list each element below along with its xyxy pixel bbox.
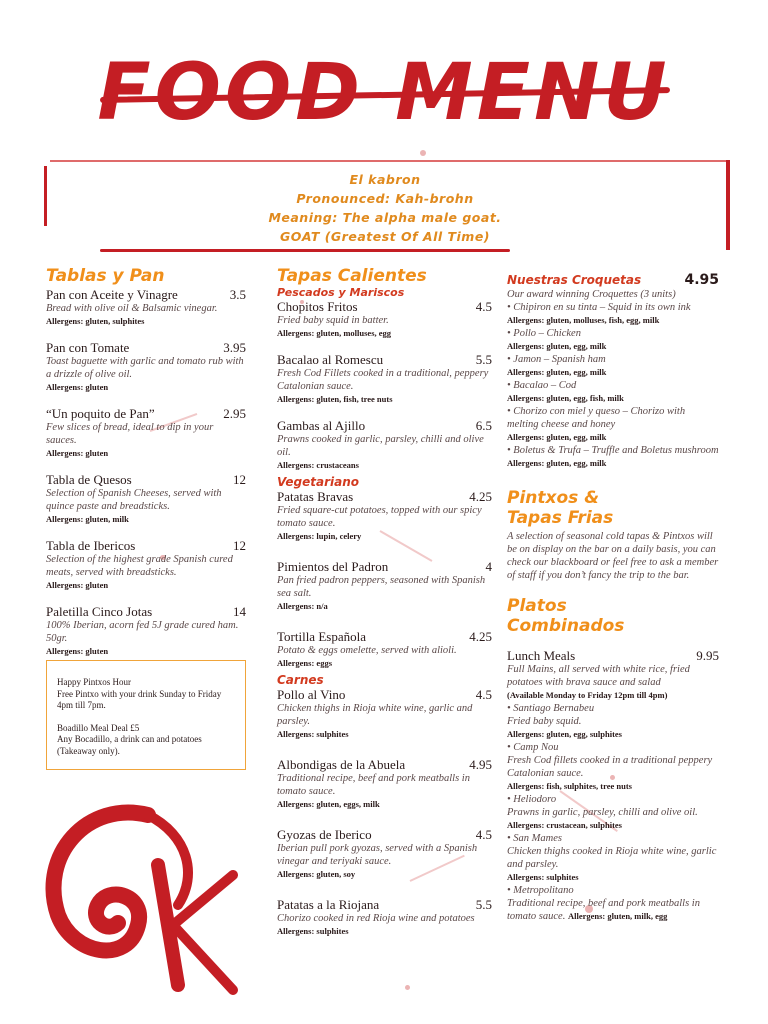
item-desc: Traditional recipe, beef and pork meatballs in tomato sauce. (277, 773, 470, 797)
lunch-meals-item (507, 648, 719, 923)
line-desc: • Pollo – Chicken (507, 328, 581, 339)
item-desc: Few slices of bread, ideal to dip in your sauces. (46, 422, 214, 446)
item-price: 4.5 (475, 827, 492, 842)
menu-item (277, 418, 492, 472)
line-allergens: Allergens: gluten, egg, milk (507, 341, 607, 351)
line-desc: • Heliodoro (507, 794, 557, 805)
item-allergens: Allergens: gluten (46, 448, 109, 458)
item-price: 3.95 (223, 340, 246, 355)
item-price: 5.5 (475, 897, 492, 912)
item-allergens: Allergens: sulphites (277, 926, 349, 936)
item-allergens: Allergens: gluten (46, 580, 109, 590)
menu-item (277, 489, 492, 543)
availability: (Available Monday to Friday 12pm till 4pm) (507, 690, 668, 700)
line-desc: • Jamon – Spanish ham (507, 354, 606, 365)
menu-item (46, 406, 246, 460)
line-desc: Prawns in garlic, parsley, chilli and olive oil. (507, 807, 698, 818)
item-name: Pollo al Vino (277, 687, 346, 702)
item-name: Paletilla Cinco Jotas (46, 604, 153, 619)
item-name: Lunch Meals (507, 648, 576, 663)
item-desc: Potato & eggs omelette, served with alioli. (277, 645, 457, 656)
line-desc: • Santiago Bernabeu (507, 703, 595, 714)
croquetas-intro: Our award winning Croquettes (3 units) (507, 289, 676, 300)
item-price: 2.95 (223, 406, 246, 421)
item-name: Tabla de Ibericos (46, 538, 136, 553)
item-price: 6.5 (475, 418, 492, 433)
menu-item (277, 757, 492, 811)
happy-hour-box (46, 660, 246, 770)
item-allergens: Allergens: gluten, milk (46, 514, 129, 524)
menu-item (277, 827, 492, 881)
croquetas-list (507, 301, 719, 470)
meal-deal-title: Boadillo Meal Deal £5 (57, 722, 140, 733)
croquetas-price: 4.95 (684, 272, 719, 288)
section-heading-croquetas: Nuestras Croquetas (507, 273, 642, 287)
carnes-list (277, 687, 492, 938)
section-heading-tapas: Tapas Calientes (277, 266, 427, 286)
spacer (57, 712, 235, 723)
intro-line: GOAT (Greatest Of All Time) (279, 229, 491, 244)
item-desc: Fried square-cut potatoes, topped with our spicy tomato sauce. (277, 505, 482, 529)
item-desc: Selection of Spanish Cheeses, served with quince paste and breadsticks. (46, 488, 222, 512)
item-name: Pimientos del Padron (277, 559, 389, 574)
page-title: FOOD MENU (97, 48, 671, 138)
item-desc (507, 897, 719, 923)
croquetas-header (507, 272, 719, 288)
line-desc: Fresh Cod fillets cooked in a traditional peppery Catalonian sauce. (507, 755, 713, 779)
item-allergens: Allergens: gluten (46, 646, 109, 656)
item-desc: Selection of the highest grade Spanish cured meats, served with breadsticks. (46, 554, 233, 578)
column-tapas (277, 266, 492, 938)
menu-item (277, 629, 492, 670)
menu-item (277, 352, 492, 406)
line-desc: • Metropolitano (507, 885, 574, 896)
line-allergens: Allergens: gluten, egg, sulphites (507, 729, 622, 739)
item-allergens: Allergens: gluten, sulphites (46, 316, 145, 326)
line-allergens: Allergens: fish, sulphites, tree nuts (507, 781, 632, 791)
item-name: Patatas Bravas (277, 489, 354, 504)
menu-item (277, 687, 492, 741)
section-heading-tablas: Tablas y Pan (46, 266, 165, 286)
intro-border-bottom (100, 249, 510, 252)
line-allergens: Allergens: sulphites (507, 872, 579, 882)
happy-hour-desc: Free Pintxo with your drink Sunday to Friday 4pm till 7pm. (57, 688, 222, 710)
item-allergens: Allergens: eggs (277, 658, 333, 668)
platos-heading-line: Combinados (507, 616, 625, 636)
menu-item (46, 538, 246, 592)
line-allergens: Allergens: gluten, egg, milk (507, 367, 607, 377)
intro-line: Meaning: The alpha male goat. (268, 210, 502, 225)
menu-item (46, 340, 246, 394)
intro-box (40, 160, 730, 252)
line-allergens: Allergens: gluten, molluses, fish, egg, milk (507, 315, 660, 325)
intro-text (40, 170, 730, 246)
item-name: Gyozas de Iberico (277, 827, 372, 842)
goat-horn-logo-icon (28, 795, 238, 995)
line-allergens: Allergens: crustacean, sulphites (507, 820, 622, 830)
subheading-vegetariano: Vegetariano (277, 475, 360, 489)
item-name: Pan con Aceite y Vinagre (46, 287, 178, 302)
item-name: Patatas a la Riojana (277, 897, 380, 912)
item-desc: Chicken thighs in Rioja white wine, garlic and parsley. (277, 703, 473, 727)
item-allergens: Allergens: crustaceans (277, 460, 359, 470)
subheading-carnes: Carnes (277, 673, 324, 687)
item-price: 9.95 (696, 648, 719, 663)
platos-heading-line: Platos (507, 596, 567, 616)
line-desc: • Bacalao – Cod (507, 380, 577, 391)
paint-splat (420, 150, 426, 156)
item-desc: Iberian pull pork gyozas, served with a Spanish vinegar and teriyaki sauce. (277, 843, 478, 867)
line-desc: • Boletus & Trufa – Truffle and Boletus mushroom (507, 445, 719, 456)
tablas-list (46, 287, 246, 658)
vegetariano-list (277, 489, 492, 670)
item-name: Gambas al Ajillo (277, 418, 366, 433)
meal-deal-desc: Any Bocadillo, a drink can and potatoes (Takeaway only). (57, 734, 202, 756)
item-desc: Pan fried padron peppers, seasoned with Spanish sea salt. (277, 575, 486, 599)
line-desc: • Chorizo con miel y queso – Chorizo with melting cheese and honey (507, 406, 686, 430)
line-desc: Fried baby squid. (507, 716, 582, 727)
item-price: 12 (233, 538, 246, 553)
item-name: Albondigas de la Abuela (277, 757, 406, 772)
column-tablas (46, 266, 246, 658)
item-price: 4.5 (475, 299, 492, 314)
item-name: Pan con Tomate (46, 340, 130, 355)
menu-item (277, 559, 492, 613)
column-right (507, 272, 719, 923)
subheading-pescados: Pescados y Mariscos (277, 286, 405, 299)
item-desc: Fresh Cod Fillets cooked in a traditional, peppery Catalonian sauce. (277, 368, 489, 392)
line-allergens: Allergens: gluten, egg, milk (507, 432, 607, 442)
last-allergens: Allergens: gluten, milk, egg (567, 911, 668, 921)
section-heading-pintxos (507, 488, 719, 528)
item-price: 4 (485, 559, 492, 574)
item-name: Bacalao al Romescu (277, 352, 384, 367)
platos-list (507, 702, 719, 897)
item-price: 14 (233, 604, 246, 619)
item-name: “Un poquito de Pan” (46, 406, 155, 421)
item-price: 4.5 (475, 687, 492, 702)
item-allergens: Allergens: sulphites (277, 729, 349, 739)
item-price: 5.5 (475, 352, 492, 367)
item-allergens: Allergens: lupin, celery (277, 531, 362, 541)
item-price: 12 (233, 472, 246, 487)
line-desc: • San Mames (507, 833, 563, 844)
item-desc: Toast baguette with garlic and tomato rub with a drizzle of olive oil. (46, 356, 244, 380)
pescados-list (277, 299, 492, 472)
pintxos-desc: A selection of seasonal cold tapas & Pintxos will be on display on the bar on a daily basis, you can check our blackboard or feel free to ask a member of staff if you don’t fancy the trip to the bar. (507, 531, 719, 581)
line-allergens: Allergens: gluten, egg, milk (507, 458, 607, 468)
menu-item (46, 604, 246, 658)
item-desc: Chorizo cooked in red Rioja wine and potatoes (277, 913, 475, 924)
menu-item (46, 287, 246, 328)
item-allergens: Allergens: gluten, soy (277, 869, 356, 879)
menu-item (277, 299, 492, 340)
item-allergens: Allergens: gluten, molluses, egg (277, 328, 392, 338)
item-price: 4.25 (469, 489, 492, 504)
item-desc: 100% Iberian, acorn fed 5J grade cured ham. 50gr. (46, 620, 239, 644)
item-price: 4.25 (469, 629, 492, 644)
pintxos-heading-line: Tapas Frias (507, 508, 614, 528)
item-price: 3.5 (229, 287, 246, 302)
item-allergens: Allergens: gluten, fish, tree nuts (277, 394, 393, 404)
item-name: Tabla de Quesos (46, 472, 132, 487)
line-allergens: Allergens: gluten, egg, fish, milk (507, 393, 624, 403)
happy-hour-title: Happy Pintxos Hour (57, 677, 131, 687)
item-allergens: Allergens: n/a (277, 601, 328, 611)
item-desc: Prawns cooked in garlic, parsley, chilli and olive oil. (277, 434, 484, 458)
section-heading-platos (507, 596, 719, 636)
item-name: Chopitos Fritos (277, 299, 358, 314)
line-desc: Chicken thighs cooked in Rioja white wine, garlic and parsley. (507, 846, 717, 870)
item-name: Tortilla Española (277, 629, 366, 644)
pintxos-heading-line: Pintxos & (507, 488, 600, 508)
item-price: 4.95 (469, 757, 492, 772)
item-desc: Fried baby squid in batter. (277, 315, 389, 326)
intro-line: El kabron (349, 172, 421, 187)
item-desc: Full Mains, all served with white rice, fried potatoes with brava sauce and salad (507, 664, 690, 688)
paint-splat (405, 985, 410, 990)
item-allergens: Allergens: gluten (46, 382, 109, 392)
intro-border-top (50, 160, 730, 162)
item-desc: Bread with olive oil & Balsamic vinegar. (46, 303, 218, 314)
line-desc: • Chipiron en su tinta – Squid in its own ink (507, 302, 691, 313)
menu-item (46, 472, 246, 526)
last-desc: Traditional recipe, beef and pork meatballs in tomato sauce. (507, 898, 700, 922)
item-allergens: Allergens: gluten, eggs, milk (277, 799, 380, 809)
menu-item (277, 897, 492, 938)
intro-line: Pronounced: Kah-brohn (296, 191, 474, 206)
line-desc: • Camp Nou (507, 742, 559, 753)
